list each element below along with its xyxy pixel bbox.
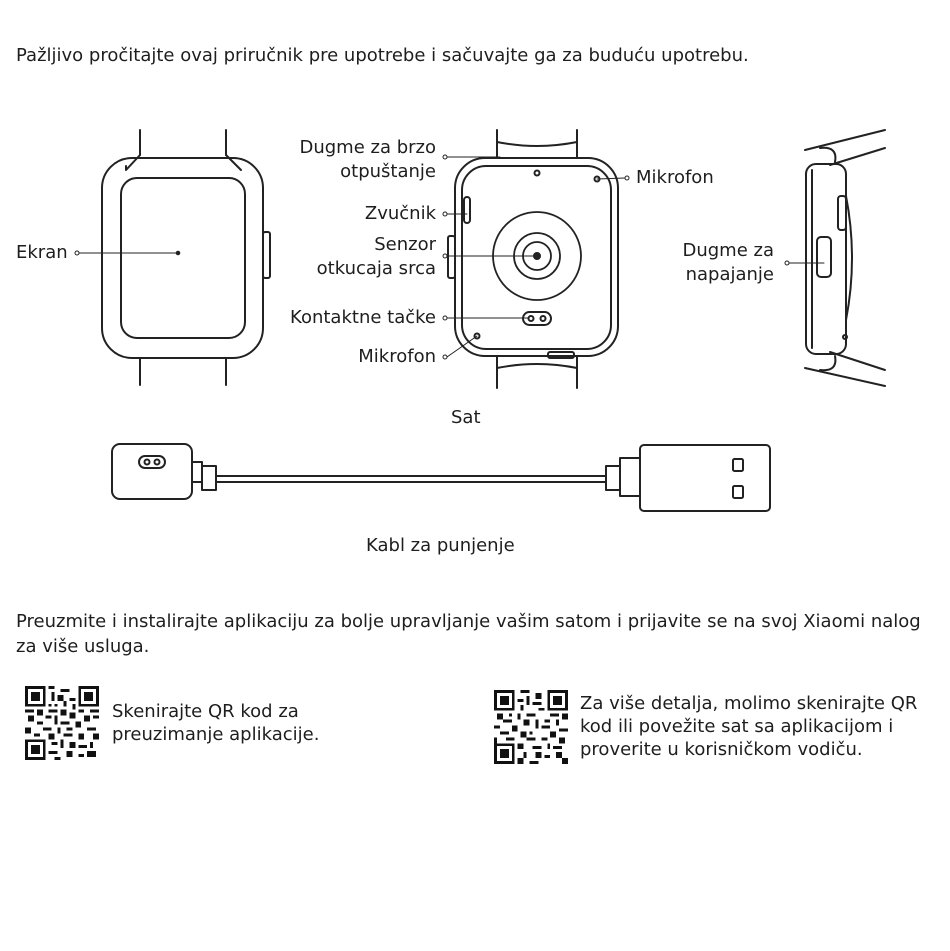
label-hr-sensor-2: otkucaja srca — [316, 258, 436, 279]
label-screen: Ekran — [16, 242, 68, 263]
label-hr-sensor-1: Senzor — [374, 234, 436, 255]
label-speaker: Zvučnik — [364, 203, 436, 224]
watch-side-view — [805, 130, 885, 386]
label-contacts: Kontaktne tačke — [290, 307, 436, 328]
qr-right-text: Za više detalja, molimo skenirajte QR kod ili povežite sat sa aplikacijom i proverite u korisničkom vodiču. — [580, 693, 918, 760]
cable-caption: Kabl za punjenje — [366, 535, 515, 556]
qr-left-text: Skenirajte QR kod za preuzimanje aplikacije. — [112, 701, 320, 745]
watch-caption: Sat — [451, 407, 481, 428]
label-quick-release-2: otpuštanje — [340, 161, 436, 182]
app-paragraph: Preuzmite i instalirajte aplikaciju za bolje upravljanje vašim satom i prijavite se na svoj Xiaomi nalog za više usluga. — [16, 611, 921, 657]
label-power-1: Dugme za — [682, 240, 774, 261]
label-power-2: napajanje — [685, 264, 774, 285]
charging-cable-illustration — [112, 444, 770, 511]
intro-text: Pažljivo pročitajte ovaj priručnik pre upotrebe i sačuvajte ga za buduću upotrebu. — [16, 45, 749, 66]
watch-front-view — [102, 130, 270, 385]
label-mic-top: Mikrofon — [636, 167, 714, 188]
qr-code-app-download[interactable] — [25, 686, 99, 760]
watch-back-view — [448, 130, 618, 388]
qr-code-user-guide[interactable] — [494, 690, 568, 764]
label-quick-release-1: Dugme za brzo — [299, 137, 436, 158]
label-mic-bottom: Mikrofon — [358, 346, 436, 367]
